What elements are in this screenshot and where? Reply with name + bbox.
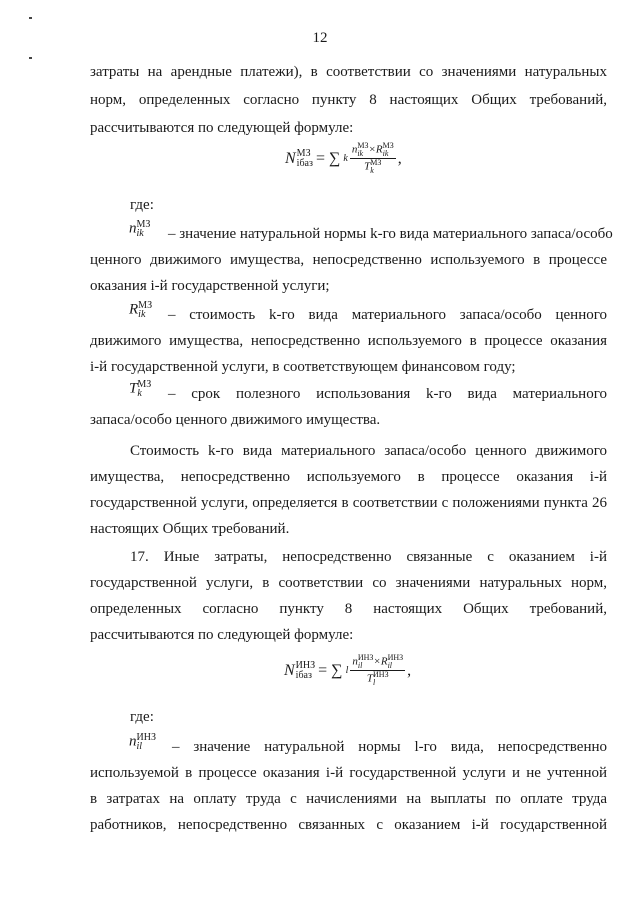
text-line: запаса/особо ценного движимого имущества. [90,412,381,428]
page-number: 12 [312,30,328,46]
variable-n-inz: n ИНЗ il [129,732,156,752]
text-line: используемой в процессе оказания i-й государственной услуги и не учтенной [90,765,607,781]
text-line: затраты на арендные платежи), в соответствии со значениями натуральных [90,64,607,80]
scan-mark [29,17,32,19]
fraction: n ИНЗ il ×R ИНЗ il T ИНЗ l [352,653,404,687]
text-line: государственной услуги, определяется в соответствии с положениями пункта 26 [90,495,607,511]
text-line: i-й государственной услуги, в соответствующем финансовом году; [90,359,516,375]
text-line: Стоимость k-го вида материального запаса/особо ценного движимого [130,443,607,459]
text-line: определенных согласно пункту 8 настоящих Общих требований, [90,601,607,617]
text-line: настоящих Общих требований. [90,521,290,537]
text-line: 17. Иные затраты, непосредственно связанные с оказанием i-й [130,549,607,565]
fraction: n МЗ ik ×R МЗ ik T МЗ k [351,141,394,175]
text-line: рассчитываются по следующей формуле: [90,120,354,136]
text-line: рассчитываются по следующей формуле: [90,627,354,643]
text-line: – срок полезного использования k-го вида материального [168,386,607,402]
text-line: ценного движимого имущества, непосредственно используемого в процессе [90,252,607,268]
variable-r-mz: R МЗ ik [129,300,153,320]
variable-t-mz: T МЗ k [129,379,152,399]
text-line: где: [130,197,154,213]
formula-inz: N ИНЗ iбаз = ∑ l n ИНЗ il ×R ИНЗ il T ИНЗ l , [284,653,412,687]
text-line: движимого имущества, непосредственно используемого в процессе оказания [90,333,607,349]
text-line: где: [130,709,154,725]
text-line: – значение натуральной нормы l-го вида, непосредственно [172,739,607,755]
text-line: работников, непосредственно связанных с оказанием i-й государственной [90,817,607,833]
scan-mark [29,57,32,59]
text-line: государственной услуги, в соответствии со значениями натуральных норм, [90,575,607,591]
text-line: оказания i-й государственной услуги; [90,278,330,294]
text-line: имущества, непосредственно используемого в процессе оказания i-й [90,469,607,485]
text-line: в затратах на оплату труда с начислениями на выплаты по оплате труда [90,791,607,807]
text-line: – значение натуральной нормы k-го вида материального запаса/особо [168,226,613,242]
text-line: – стоимость k-го вида материального запаса/особо ценного [168,307,607,323]
variable-n-mz: n МЗ ik [129,219,151,239]
formula-mz: N МЗ iбаз = ∑ k n МЗ ik ×R МЗ ik T МЗ k , [285,141,402,175]
text-line: норм, определенных согласно пункту 8 настоящих Общих требований, [90,92,607,108]
